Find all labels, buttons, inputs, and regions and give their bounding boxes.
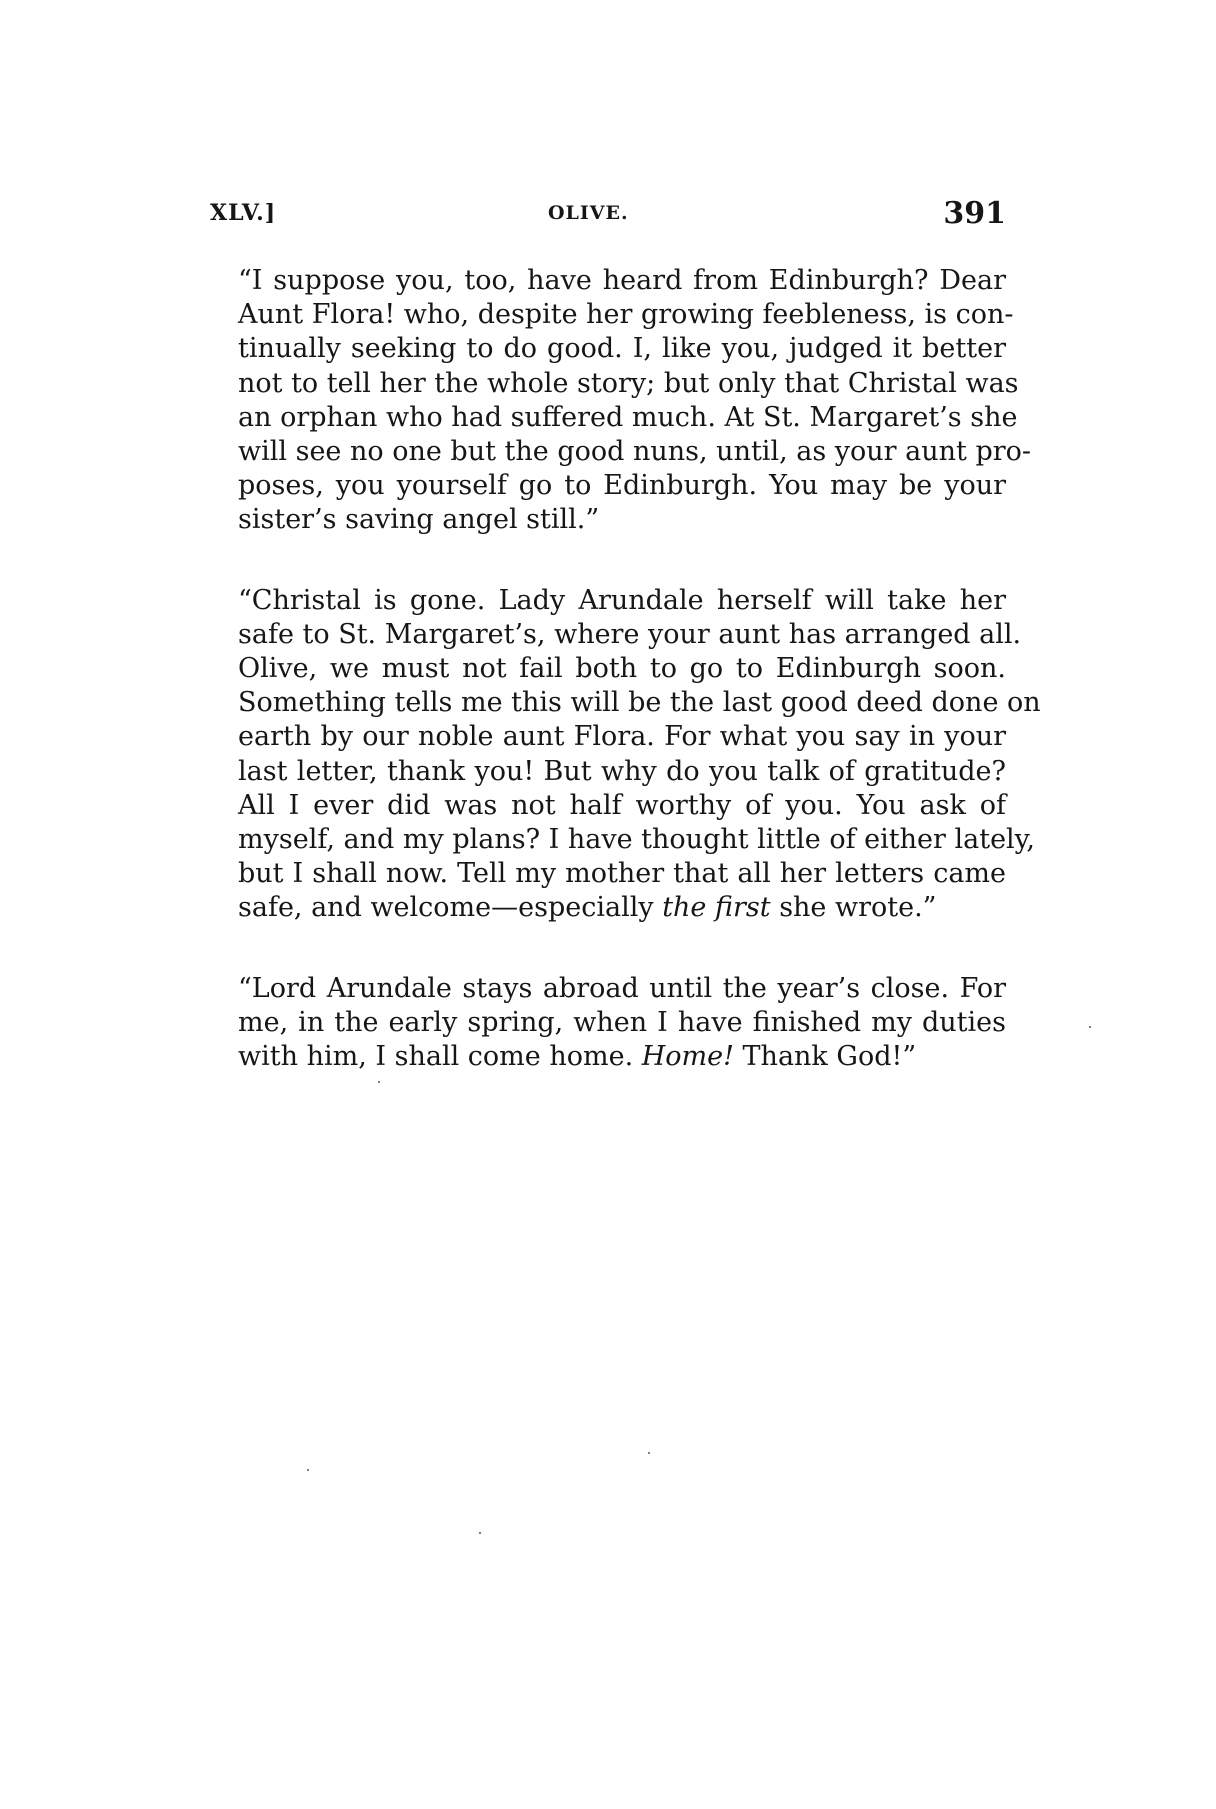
- paragraph-3: [210, 972, 1006, 1075]
- text-line: myself, and my plans? I have thought little of either lately,: [238, 824, 1035, 856]
- text-line: will see no one but the good nuns, until, as your aunt pro-: [238, 436, 1032, 468]
- scan-speck: [1089, 1026, 1091, 1028]
- text-line: but I shall now. Tell my mother that all her letters came: [238, 858, 1006, 890]
- text-line: safe to St. Margaret’s, where your aunt has arranged all.: [238, 618, 1022, 650]
- book-title: OLIVE.: [548, 202, 629, 224]
- running-head: [210, 196, 1006, 240]
- chapter-number: XLV.]: [210, 200, 277, 226]
- text-line: “Lord Arundale stays abroad until the year’s close. For: [238, 972, 1006, 1004]
- paragraph-2: [210, 584, 1041, 926]
- text-line: poses, you yourself go to Edinburgh. You may be your: [238, 470, 1006, 502]
- scan-speck: [479, 1532, 481, 1534]
- body-text: [210, 264, 1041, 1120]
- text-line: me, in the early spring, when I have finished my duties: [238, 1006, 1006, 1038]
- scan-speck: [378, 1081, 380, 1083]
- text-run: with him, I shall come home.: [238, 1041, 642, 1073]
- text-line: “Christal is gone. Lady Arundale herself will take her: [238, 584, 1006, 616]
- text-run: she wrote.”: [770, 892, 937, 924]
- text-line: an orphan who had suffered much. At St. Margaret’s she: [238, 401, 1018, 433]
- text-line: [210, 891, 1006, 925]
- scan-speck: [648, 1452, 650, 1454]
- text-line: tinually seeking to do good. I, like you, judged it better: [238, 333, 1006, 365]
- text-line: not to tell her the whole story; but only that Christal was: [238, 367, 1019, 399]
- text-line: sister’s saving angel still.”: [238, 504, 600, 536]
- italic-emphasis: Home!: [641, 1041, 734, 1073]
- text-line: last letter, thank you! But why do you talk of gratitude?: [238, 755, 1006, 787]
- page-number: 391: [943, 196, 1006, 231]
- paragraph-1: [210, 264, 1032, 538]
- text-line: Aunt Flora! who, despite her growing feebleness, is con-: [238, 299, 1014, 331]
- italic-emphasis: the first: [662, 892, 771, 924]
- text-line: earth by our noble aunt Flora. For what you say in your: [238, 721, 1006, 753]
- text-run: Thank God!”: [733, 1041, 917, 1073]
- text-run: safe, and welcome—especially: [238, 892, 663, 924]
- text-line: All I ever did was not half worthy of you. You ask of: [238, 789, 1006, 821]
- text-line: Something tells me this will be the last good deed done on: [238, 687, 1041, 719]
- text-line: [210, 1040, 1006, 1074]
- scan-speck: [307, 1469, 309, 1471]
- text-line: “I suppose you, too, have heard from Edinburgh? Dear: [238, 265, 1006, 296]
- text-line: Olive, we must not fail both to go to Edinburgh soon.: [238, 653, 1006, 685]
